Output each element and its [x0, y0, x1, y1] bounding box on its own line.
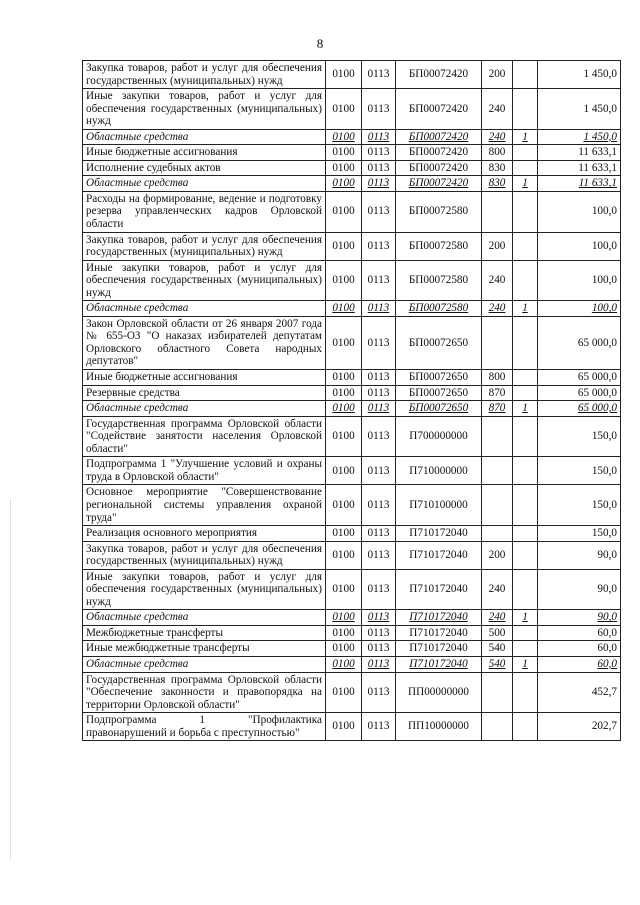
row-name: Иные закупки товаров, работ и услуг для обеспечения государственных (муниципальных) нужд [83, 260, 326, 301]
row-section-code: 0113 [362, 89, 396, 130]
row-expense-type: 830 [482, 176, 513, 192]
row-name: Иные бюджетные ассигнования [83, 370, 326, 386]
row-name: Областные средства [83, 301, 326, 317]
row-ved-code: 0100 [326, 89, 362, 130]
row-amount: 150,0 [538, 416, 621, 457]
row-amount: 150,0 [538, 526, 621, 542]
row-section-code: 0113 [362, 191, 396, 232]
row-funding-source [513, 61, 538, 89]
table-row-regional-funds [83, 656, 621, 672]
row-expense-type: 240 [482, 610, 513, 626]
row-ved-code: 0100 [326, 316, 362, 369]
row-ved-code: 0100 [326, 61, 362, 89]
row-section-code: 0113 [362, 672, 396, 713]
row-funding-source [513, 485, 538, 526]
row-amount: 150,0 [538, 485, 621, 526]
row-funding-source: 1 [513, 176, 538, 192]
row-target-article: БП00072580 [396, 260, 482, 301]
row-name: Основное мероприятие "Совершенствование региональной системы управления охраной труда" [83, 485, 326, 526]
row-expense-type: 540 [482, 656, 513, 672]
row-section-code: 0113 [362, 401, 396, 417]
row-section-code: 0113 [362, 713, 396, 741]
table-row [83, 672, 621, 713]
row-target-article: П710172040 [396, 641, 482, 657]
row-name: Иные закупки товаров, работ и услуг для обеспечения государственных (муниципальных) нужд [83, 569, 326, 610]
row-name: Областные средства [83, 401, 326, 417]
row-funding-source [513, 526, 538, 542]
row-amount: 100,0 [538, 301, 621, 317]
row-target-article: БП00072650 [396, 385, 482, 401]
row-ved-code: 0100 [326, 145, 362, 161]
row-name: Закупка товаров, работ и услуг для обеспечения государственных (муниципальных) нужд [83, 61, 326, 89]
row-section-code: 0113 [362, 625, 396, 641]
row-ved-code: 0100 [326, 260, 362, 301]
row-funding-source [513, 232, 538, 260]
row-expense-type: 500 [482, 625, 513, 641]
row-name: Иные межбюджетные трансферты [83, 641, 326, 657]
row-target-article: П710172040 [396, 610, 482, 626]
row-amount: 11 633,1 [538, 145, 621, 161]
row-target-article: БП00072580 [396, 232, 482, 260]
row-ved-code: 0100 [326, 401, 362, 417]
row-ved-code: 0100 [326, 656, 362, 672]
row-amount: 100,0 [538, 232, 621, 260]
row-amount: 11 633,1 [538, 160, 621, 176]
row-expense-type: 240 [482, 89, 513, 130]
budget-table [82, 60, 621, 741]
row-section-code: 0113 [362, 569, 396, 610]
row-expense-type [482, 526, 513, 542]
row-name: Расходы на формирование, ведение и подготовку резерва управленческих кадров Орловской области [83, 191, 326, 232]
row-target-article: БП00072420 [396, 89, 482, 130]
table-row-regional-funds [83, 301, 621, 317]
row-expense-type [482, 485, 513, 526]
row-target-article: БП00072650 [396, 316, 482, 369]
table-row [83, 457, 621, 485]
row-expense-type [482, 713, 513, 741]
row-section-code: 0113 [362, 485, 396, 526]
row-funding-source: 1 [513, 656, 538, 672]
row-ved-code: 0100 [326, 641, 362, 657]
row-funding-source: 1 [513, 610, 538, 626]
row-target-article: П710172040 [396, 625, 482, 641]
table-row [83, 316, 621, 369]
row-ved-code: 0100 [326, 301, 362, 317]
table-row [83, 160, 621, 176]
row-name: Закупка товаров, работ и услуг для обеспечения государственных (муниципальных) нужд [83, 232, 326, 260]
row-name: Иные закупки товаров, работ и услуг для обеспечения государственных (муниципальных) нужд [83, 89, 326, 130]
row-expense-type: 240 [482, 260, 513, 301]
row-funding-source [513, 191, 538, 232]
row-ved-code: 0100 [326, 232, 362, 260]
row-funding-source [513, 713, 538, 741]
row-amount: 11 633,1 [538, 176, 621, 192]
table-row [83, 145, 621, 161]
row-funding-source [513, 457, 538, 485]
row-ved-code: 0100 [326, 129, 362, 145]
row-target-article: БП00072420 [396, 61, 482, 89]
table-row [83, 526, 621, 542]
row-target-article: БП00072580 [396, 301, 482, 317]
row-expense-type: 200 [482, 232, 513, 260]
row-funding-source: 1 [513, 301, 538, 317]
table-row-regional-funds [83, 129, 621, 145]
row-amount: 65 000,0 [538, 401, 621, 417]
row-target-article: БП00072580 [396, 191, 482, 232]
row-ved-code: 0100 [326, 526, 362, 542]
row-ved-code: 0100 [326, 191, 362, 232]
row-funding-source [513, 541, 538, 569]
row-ved-code: 0100 [326, 713, 362, 741]
row-funding-source [513, 625, 538, 641]
row-amount: 1 450,0 [538, 129, 621, 145]
row-expense-type [482, 316, 513, 369]
table-row [83, 232, 621, 260]
row-expense-type: 200 [482, 541, 513, 569]
row-target-article: П710172040 [396, 569, 482, 610]
row-ved-code: 0100 [326, 370, 362, 386]
row-expense-type: 200 [482, 61, 513, 89]
row-section-code: 0113 [362, 416, 396, 457]
row-section-code: 0113 [362, 160, 396, 176]
row-funding-source: 1 [513, 129, 538, 145]
table-row [83, 713, 621, 741]
table-row [83, 641, 621, 657]
table-row [83, 191, 621, 232]
row-expense-type: 800 [482, 370, 513, 386]
row-ved-code: 0100 [326, 625, 362, 641]
row-amount: 100,0 [538, 260, 621, 301]
row-section-code: 0113 [362, 260, 396, 301]
row-ved-code: 0100 [326, 457, 362, 485]
table-row [83, 625, 621, 641]
row-name: Закон Орловской области от 26 января 2007 года № 655-ОЗ "О наказах избирателей депутатам Орловского областного Совета народных депутатов" [83, 316, 326, 369]
row-amount: 100,0 [538, 191, 621, 232]
row-name: Областные средства [83, 656, 326, 672]
row-expense-type: 830 [482, 160, 513, 176]
row-funding-source [513, 145, 538, 161]
row-expense-type [482, 457, 513, 485]
row-target-article: П710000000 [396, 457, 482, 485]
row-section-code: 0113 [362, 370, 396, 386]
row-target-article: П710100000 [396, 485, 482, 526]
row-amount: 90,0 [538, 569, 621, 610]
row-ved-code: 0100 [326, 160, 362, 176]
row-funding-source [513, 672, 538, 713]
row-amount: 60,0 [538, 656, 621, 672]
row-section-code: 0113 [362, 641, 396, 657]
row-target-article: П700000000 [396, 416, 482, 457]
row-expense-type: 870 [482, 401, 513, 417]
row-section-code: 0113 [362, 610, 396, 626]
row-target-article: ПП10000000 [396, 713, 482, 741]
row-target-article: БП00072420 [396, 160, 482, 176]
row-funding-source [513, 160, 538, 176]
row-amount: 65 000,0 [538, 316, 621, 369]
table-row [83, 541, 621, 569]
row-ved-code: 0100 [326, 416, 362, 457]
row-funding-source [513, 260, 538, 301]
row-amount: 65 000,0 [538, 385, 621, 401]
budget-table-body [83, 61, 621, 741]
row-amount: 65 000,0 [538, 370, 621, 386]
row-section-code: 0113 [362, 145, 396, 161]
row-target-article: БП00072650 [396, 401, 482, 417]
row-ved-code: 0100 [326, 672, 362, 713]
row-section-code: 0113 [362, 656, 396, 672]
row-section-code: 0113 [362, 232, 396, 260]
row-funding-source [513, 370, 538, 386]
row-section-code: 0113 [362, 316, 396, 369]
row-ved-code: 0100 [326, 541, 362, 569]
row-ved-code: 0100 [326, 485, 362, 526]
row-expense-type: 240 [482, 301, 513, 317]
row-target-article: П710172040 [396, 526, 482, 542]
row-section-code: 0113 [362, 129, 396, 145]
table-row [83, 89, 621, 130]
table-row-regional-funds [83, 401, 621, 417]
row-funding-source [513, 641, 538, 657]
row-name: Резервные средства [83, 385, 326, 401]
row-expense-type [482, 416, 513, 457]
table-row [83, 485, 621, 526]
row-amount: 150,0 [538, 457, 621, 485]
row-expense-type [482, 672, 513, 713]
row-amount: 1 450,0 [538, 89, 621, 130]
row-section-code: 0113 [362, 301, 396, 317]
row-name: Межбюджетные трансферты [83, 625, 326, 641]
row-name: Закупка товаров, работ и услуг для обеспечения государственных (муниципальных) нужд [83, 541, 326, 569]
row-ved-code: 0100 [326, 610, 362, 626]
row-name: Государственная программа Орловской области "Обеспечение законности и правопорядка на территории Орловской области" [83, 672, 326, 713]
row-ved-code: 0100 [326, 385, 362, 401]
row-target-article: П710172040 [396, 656, 482, 672]
table-row-regional-funds [83, 610, 621, 626]
row-target-article: ПП00000000 [396, 672, 482, 713]
row-name: Реализация основного мероприятия [83, 526, 326, 542]
row-target-article: БП00072420 [396, 129, 482, 145]
row-funding-source [513, 385, 538, 401]
row-amount: 452,7 [538, 672, 621, 713]
table-row [83, 385, 621, 401]
row-section-code: 0113 [362, 457, 396, 485]
row-expense-type: 540 [482, 641, 513, 657]
row-name: Иные бюджетные ассигнования [83, 145, 326, 161]
row-funding-source: 1 [513, 401, 538, 417]
row-section-code: 0113 [362, 176, 396, 192]
row-funding-source [513, 416, 538, 457]
binding-margin-line [10, 500, 12, 860]
row-ved-code: 0100 [326, 569, 362, 610]
row-amount: 90,0 [538, 610, 621, 626]
table-row [83, 569, 621, 610]
row-funding-source [513, 316, 538, 369]
row-funding-source [513, 89, 538, 130]
row-amount: 202,7 [538, 713, 621, 741]
row-amount: 90,0 [538, 541, 621, 569]
row-section-code: 0113 [362, 526, 396, 542]
row-amount: 60,0 [538, 625, 621, 641]
row-name: Подпрограмма 1 "Профилактика правонарушений и борьба с преступностью" [83, 713, 326, 741]
row-name: Областные средства [83, 610, 326, 626]
row-amount: 1 450,0 [538, 61, 621, 89]
row-target-article: БП00072420 [396, 176, 482, 192]
table-row [83, 370, 621, 386]
table-row-regional-funds [83, 176, 621, 192]
row-name: Областные средства [83, 129, 326, 145]
row-amount: 60,0 [538, 641, 621, 657]
row-expense-type [482, 191, 513, 232]
row-target-article: БП00072420 [396, 145, 482, 161]
row-expense-type: 240 [482, 569, 513, 610]
page-number: 8 [316, 36, 324, 51]
row-expense-type: 800 [482, 145, 513, 161]
row-target-article: П710172040 [396, 541, 482, 569]
row-name: Областные средства [83, 176, 326, 192]
row-expense-type: 870 [482, 385, 513, 401]
table-row [83, 416, 621, 457]
row-expense-type: 240 [482, 129, 513, 145]
row-section-code: 0113 [362, 385, 396, 401]
row-ved-code: 0100 [326, 176, 362, 192]
row-section-code: 0113 [362, 541, 396, 569]
row-name: Государственная программа Орловской области "Содействие занятости населения Орловской области" [83, 416, 326, 457]
row-section-code: 0113 [362, 61, 396, 89]
row-name: Подпрограмма 1 "Улучшение условий и охраны труда в Орловской области" [83, 457, 326, 485]
table-row [83, 260, 621, 301]
row-funding-source [513, 569, 538, 610]
row-target-article: БП00072650 [396, 370, 482, 386]
row-name: Исполнение судебных актов [83, 160, 326, 176]
table-row [83, 61, 621, 89]
